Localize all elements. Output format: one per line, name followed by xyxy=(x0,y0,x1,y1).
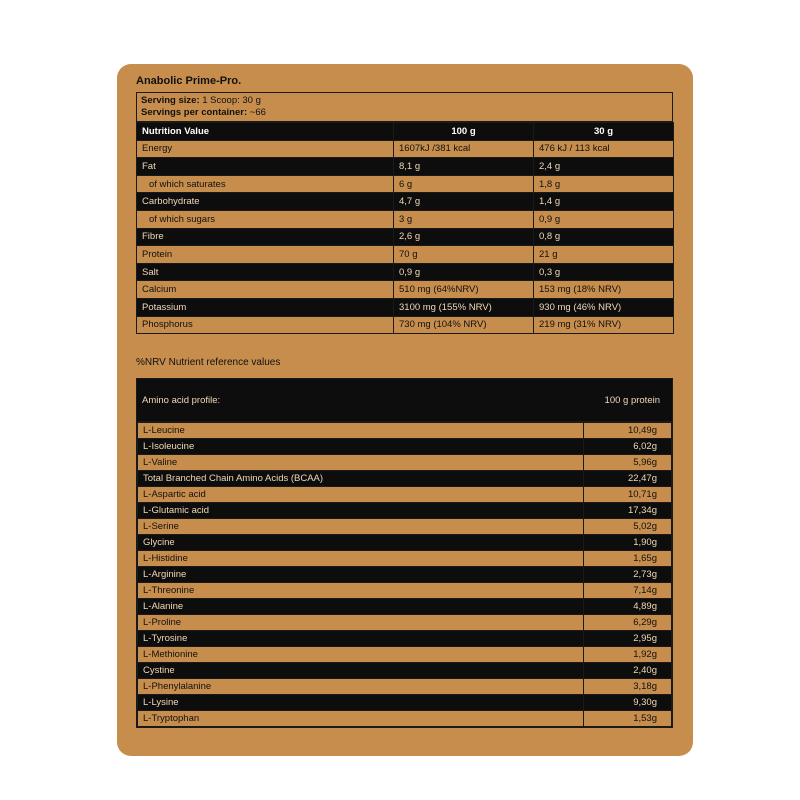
amino-name: L-Phenylalanine xyxy=(138,678,584,694)
amino-name: L-Tryptophan xyxy=(138,710,584,726)
nutrition-row xyxy=(137,158,674,176)
nutrient-name: Fat xyxy=(137,158,394,176)
amino-value: 17,34g xyxy=(584,502,672,518)
nutrition-row xyxy=(137,281,674,299)
amino-row xyxy=(138,678,672,694)
amino-value: 9,30g xyxy=(584,694,672,710)
amino-row xyxy=(138,550,672,566)
amino-row xyxy=(138,598,672,614)
value-per-30g: 476 kJ / 113 kcal xyxy=(534,140,674,158)
servings-per-container: Servings per container: ~66 xyxy=(141,107,266,118)
nrv-note: %NRV Nutrient reference values xyxy=(136,357,281,368)
nutrition-row xyxy=(137,193,674,211)
amino-name: Total Branched Chain Amino Acids (BCAA) xyxy=(138,470,584,486)
nutrition-row xyxy=(137,298,674,316)
amino-row xyxy=(138,694,672,710)
value-per-30g: 0,3 g xyxy=(534,263,674,281)
amino-value: 10,49g xyxy=(584,422,672,438)
serving-info xyxy=(136,92,673,122)
amino-value: 6,02g xyxy=(584,438,672,454)
amino-name: Cystine xyxy=(138,662,584,678)
nutrient-name: of which sugars xyxy=(137,210,394,228)
nutrition-header-30g: 30 g xyxy=(534,123,674,141)
value-per-30g: 0,8 g xyxy=(534,228,674,246)
nutrition-row xyxy=(137,175,674,193)
nutrition-row xyxy=(137,316,674,334)
amino-header-value: 100 g protein xyxy=(604,395,660,406)
amino-name: L-Glutamic acid xyxy=(138,502,584,518)
amino-value: 4,89g xyxy=(584,598,672,614)
nutrition-row xyxy=(137,210,674,228)
amino-value: 2,73g xyxy=(584,566,672,582)
amino-row xyxy=(138,662,672,678)
amino-row xyxy=(138,534,672,550)
amino-name: L-Proline xyxy=(138,614,584,630)
amino-row xyxy=(138,518,672,534)
amino-value: 22,47g xyxy=(584,470,672,486)
value-per-30g: 219 mg (31% NRV) xyxy=(534,316,674,334)
amino-value: 1,90g xyxy=(584,534,672,550)
amino-row xyxy=(138,502,672,518)
value-per-100g: 1607kJ /381 kcal xyxy=(394,140,534,158)
amino-value: 2,95g xyxy=(584,630,672,646)
amino-acid-table xyxy=(136,378,673,728)
value-per-100g: 6 g xyxy=(394,175,534,193)
value-per-30g: 930 mg (46% NRV) xyxy=(534,298,674,316)
amino-header-label: Amino acid profile: xyxy=(142,395,221,406)
amino-name: L-Aspartic acid xyxy=(138,486,584,502)
nutrient-name: Potassium xyxy=(137,298,394,316)
amino-row xyxy=(138,486,672,502)
value-per-100g: 8,1 g xyxy=(394,158,534,176)
amino-value: 5,02g xyxy=(584,518,672,534)
nutrition-header-row xyxy=(137,123,674,141)
amino-row xyxy=(138,422,672,438)
amino-row xyxy=(138,614,672,630)
nutrient-name: Phosphorus xyxy=(137,316,394,334)
value-per-100g: 510 mg (64%NRV) xyxy=(394,281,534,299)
amino-name: L-Arginine xyxy=(138,566,584,582)
nutrition-row xyxy=(137,263,674,281)
amino-name: L-Histidine xyxy=(138,550,584,566)
amino-row xyxy=(138,646,672,662)
value-per-100g: 730 mg (104% NRV) xyxy=(394,316,534,334)
value-per-30g: 21 g xyxy=(534,246,674,264)
amino-row xyxy=(138,566,672,582)
amino-row xyxy=(138,470,672,486)
value-per-30g: 2,4 g xyxy=(534,158,674,176)
nutrition-row xyxy=(137,246,674,264)
amino-name: Glycine xyxy=(138,534,584,550)
amino-name: L-Lysine xyxy=(138,694,584,710)
nutrition-row xyxy=(137,140,674,158)
amino-value: 6,29g xyxy=(584,614,672,630)
value-per-100g: 70 g xyxy=(394,246,534,264)
nutrient-name: Carbohydrate xyxy=(137,193,394,211)
amino-value: 1,65g xyxy=(584,550,672,566)
amino-header-row xyxy=(137,379,672,421)
amino-row xyxy=(138,582,672,598)
product-title: Anabolic Prime-Pro. xyxy=(136,75,242,87)
amino-row xyxy=(138,710,672,726)
serving-size: Serving size: 1 Scoop: 30 g xyxy=(141,95,261,106)
value-per-30g: 153 mg (18% NRV) xyxy=(534,281,674,299)
nutrient-name: Energy xyxy=(137,140,394,158)
amino-value: 1,53g xyxy=(584,710,672,726)
nutrient-name: of which saturates xyxy=(137,175,394,193)
amino-name: L-Threonine xyxy=(138,582,584,598)
amino-value: 3,18g xyxy=(584,678,672,694)
nutrient-name: Protein xyxy=(137,246,394,264)
nutrient-name: Fibre xyxy=(137,228,394,246)
amino-name: L-Alanine xyxy=(138,598,584,614)
amino-value: 5,96g xyxy=(584,454,672,470)
amino-value: 2,40g xyxy=(584,662,672,678)
amino-name: L-Isoleucine xyxy=(138,438,584,454)
amino-value: 10,71g xyxy=(584,486,672,502)
amino-name: L-Leucine xyxy=(138,422,584,438)
nutrient-name: Calcium xyxy=(137,281,394,299)
value-per-100g: 3 g xyxy=(394,210,534,228)
amino-row xyxy=(138,630,672,646)
amino-value: 7,14g xyxy=(584,582,672,598)
amino-row xyxy=(138,438,672,454)
amino-row xyxy=(138,454,672,470)
nutrition-table xyxy=(136,122,674,334)
amino-value: 1,92g xyxy=(584,646,672,662)
nutrition-header-100g: 100 g xyxy=(394,123,534,141)
value-per-100g: 4,7 g xyxy=(394,193,534,211)
value-per-100g: 0,9 g xyxy=(394,263,534,281)
amino-name: L-Tyrosine xyxy=(138,630,584,646)
amino-name: L-Valine xyxy=(138,454,584,470)
amino-name: L-Serine xyxy=(138,518,584,534)
value-per-100g: 3100 mg (155% NRV) xyxy=(394,298,534,316)
nutrition-header-name: Nutrition Value xyxy=(137,123,394,141)
nutrient-name: Salt xyxy=(137,263,394,281)
value-per-100g: 2,6 g xyxy=(394,228,534,246)
nutrition-row xyxy=(137,228,674,246)
amino-name: L-Methionine xyxy=(138,646,584,662)
value-per-30g: 0,9 g xyxy=(534,210,674,228)
value-per-30g: 1,4 g xyxy=(534,193,674,211)
value-per-30g: 1,8 g xyxy=(534,175,674,193)
